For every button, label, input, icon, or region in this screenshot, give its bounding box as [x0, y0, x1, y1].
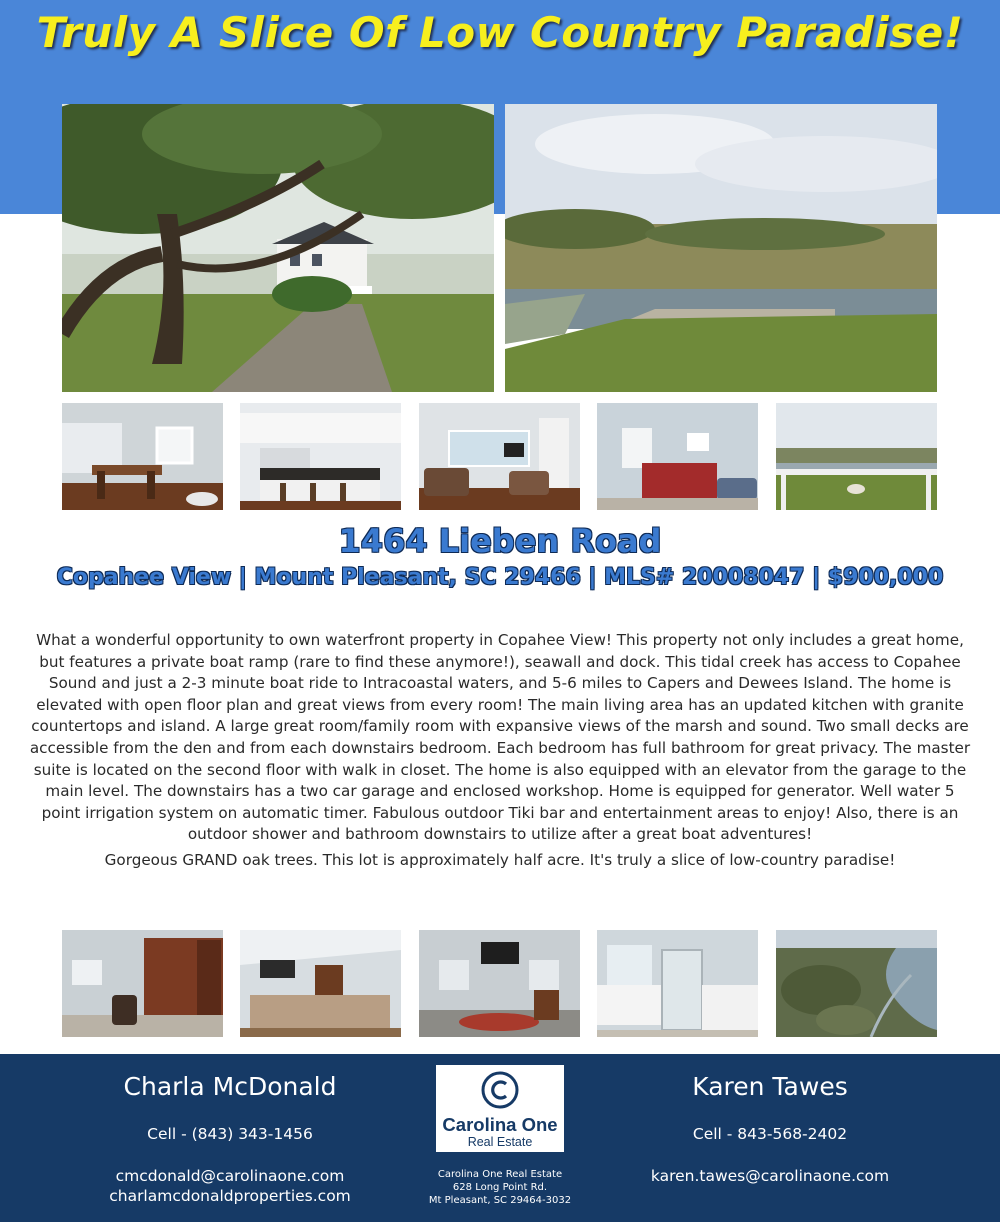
agent-name: Charla McDonald — [123, 1072, 337, 1101]
office-street: 628 Long Point Rd. — [452, 1182, 548, 1193]
agent-left — [60, 1054, 400, 1205]
agent-email[interactable]: cmcdonald@carolinaone.com — [115, 1167, 345, 1185]
description-paragraph: What a wonderful opportunity to own waterfront property in Copahee View! This property not only includes a great home, but features a private boat ramp (rare to find these anymore!), seawall and dock. This tidal creek has access to Copahee Sound and just a 2-3 minute boat ride to Intracoastal waters, and 5-6 miles to Capers and Dewees Island. The home is elevated with open floor plan and great views from every room! The main living area has an updated kitchen with granite countertops and island. A large great room/family room with expansive views of the marsh and sound. Two small decks are accessible from the den and from each downstairs bedroom. Each bedroom has full bathroom for great privacy. The master suite is located on the second floor with walk in closet. The home is also equipped with an elevator from the garage to the main level. The downstairs has a two car garage and enclosed workshop. Home is equipped for generator. Well water 5 point irrigation system on automatic timer. Fabulous outdoor Tiki bar and entertainment areas to enjoy! Also, there is an outdoor shower and bathroom downstairs to utilize after a great boat adventures! — [29, 631, 971, 844]
photo-waterfront-dock — [505, 104, 937, 392]
office-city: Mt Pleasant, SC 29464-3032 — [428, 1195, 572, 1206]
office-address — [400, 1168, 600, 1207]
photo-bathroom — [597, 930, 758, 1037]
copyright-circle-icon — [480, 1070, 520, 1110]
photo-bedroom-red — [597, 403, 758, 510]
listing-description — [28, 630, 972, 876]
logo-name: Carolina One — [442, 1114, 558, 1135]
office-name: Carolina One Real Estate — [437, 1169, 563, 1180]
agent-email[interactable]: karen.tawes@carolinaone.com — [650, 1167, 890, 1185]
listing-address: 1464 Lieben Road — [338, 522, 662, 560]
photo-den — [62, 930, 223, 1037]
photo-deck-view — [776, 403, 937, 510]
description-paragraph: Gorgeous GRAND oak trees. This lot is approximately half acre. It's truly a slice of low-country paradise! — [104, 850, 896, 869]
logo-subtitle: Real Estate — [467, 1135, 533, 1149]
agent-right — [600, 1054, 940, 1185]
brokerage-logo — [436, 1065, 564, 1152]
footer — [0, 1054, 1000, 1222]
agent-name: Karen Tawes — [692, 1072, 848, 1101]
agent-phone: Cell - (843) 343-1456 — [147, 1125, 313, 1143]
agent-phone: Cell - 843-568-2402 — [692, 1125, 848, 1143]
photo-dining-room — [62, 403, 223, 510]
photo-oak-driveway — [62, 104, 494, 392]
headline: Truly A Slice Of Low Country Paradise! — [36, 8, 964, 57]
photo-living-room — [419, 403, 580, 510]
photo-kitchen — [240, 403, 401, 510]
listing-subline: Copahee View | Mount Pleasant, SC 29466 | MLS# 20008047 | $900,000 — [56, 565, 944, 590]
agent-website[interactable]: charlamcdonaldproperties.com — [109, 1187, 351, 1205]
photo-family-room — [419, 930, 580, 1037]
photo-master-bedroom — [240, 930, 401, 1037]
photo-aerial — [776, 930, 937, 1037]
